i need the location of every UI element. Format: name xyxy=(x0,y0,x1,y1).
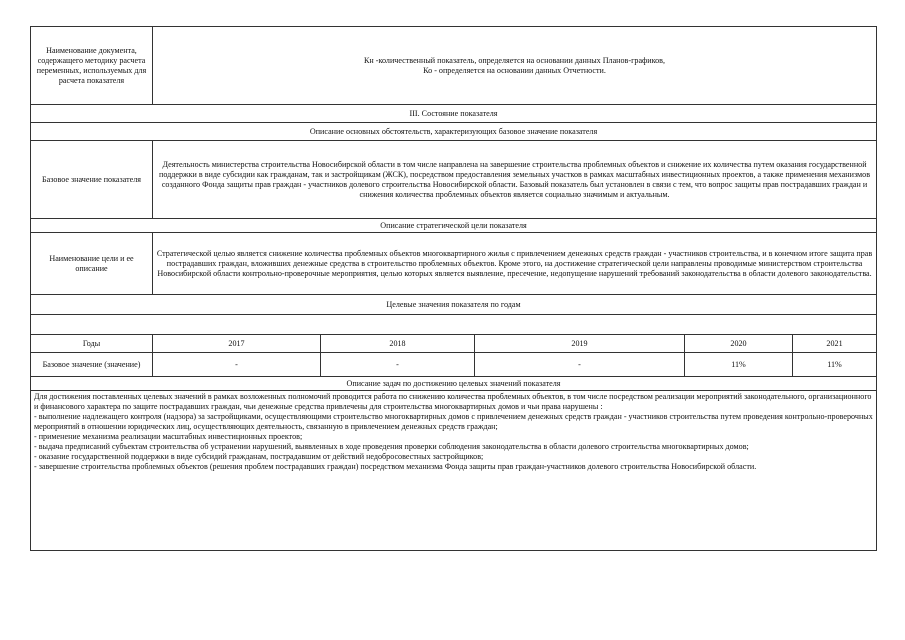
task-item: - оказание государственной поддержки в виде субсидий гражданам, пострадавшим от действий недобросовестных застройщиков; xyxy=(34,452,484,461)
years-label: Годы xyxy=(31,335,153,353)
base-value-text: Деятельность министерства строительства Новосибирской области в том числе направлена на завершение строительства проблемных объектов и снижение их количества путем оказания государственной поддержки в виде субсидии как гражданам, так и застройщикам (ЖСК), посредством предоставления земельных участков в рамках масштабных инвестиционных проектов, а также применения механизмов созданного Фонда защиты прав граждан - участников долевого строительства Новосибирской области. Базовый показатель был установлен в связи с тем, что вопрос защиты прав пострадавших граждан и снижения количества проблемных объектов является социально значимым и актуальным. xyxy=(153,141,877,219)
year-cell: 2021 xyxy=(793,335,877,353)
value-cell: 11% xyxy=(685,353,793,377)
tasks-header-row xyxy=(31,377,877,391)
value-cell: - xyxy=(153,353,321,377)
section-state-title: III. Состояние показателя xyxy=(31,105,877,123)
spacer-row xyxy=(31,315,877,335)
indicator-document xyxy=(30,26,876,551)
year-cell: 2018 xyxy=(321,335,475,353)
method-text xyxy=(153,27,877,105)
value-cell: 11% xyxy=(793,353,877,377)
base-desc-header: Описание основных обстоятельств, характеризующих базовое значение показателя xyxy=(31,123,877,141)
section-state-row xyxy=(31,105,877,123)
task-item: - применение механизма реализации масштабных инвестиционных проектов; xyxy=(34,432,303,441)
targets-header: Целевые значения показателя по годам xyxy=(31,295,877,315)
tasks-header: Описание задач по достижению целевых значений показателя xyxy=(31,377,877,391)
base-value-row xyxy=(31,141,877,219)
goal-header-row xyxy=(31,219,877,233)
goal-header: Описание стратегической цели показателя xyxy=(31,219,877,233)
empty-cell xyxy=(31,315,877,335)
values-row xyxy=(31,353,877,377)
goal-text: Стратегической целью является снижение количества проблемных объектов многоквартирного жилья с привлечением денежных средств граждан - участников строительства, и в конечном итоге защита прав пострадавших граждан, вложивших денежные средства в строительство проблемных объектов. Кроме этого, на достижение стратегической цели направлены проводимые министерством строительства Новосибирской области контрольно-проверочные мероприятия, целью которых является выявление, пресечение, недопущение нарушений требований законодательства в области долевого законодательства. xyxy=(153,233,877,295)
tasks-text xyxy=(31,391,877,551)
year-cell: 2020 xyxy=(685,335,793,353)
method-label: Наименование документа, содержащего методику расчета переменных, используемых для расчета показателя xyxy=(31,27,153,105)
years-row xyxy=(31,335,877,353)
goal-row xyxy=(31,233,877,295)
task-item: - выдача предписаний субъектам строительства об устранении нарушений, выявленных в ходе проведения проверки соблюдения законодательства в области долевого строительства многоквартирных домов; xyxy=(34,442,749,451)
tasks-row xyxy=(31,391,877,551)
method-line-2: Ко - определяется на основании данных Отчетности. xyxy=(423,65,606,75)
tasks-intro: Для достижения поставленных целевых значений в рамках возложенных полномочий проводится работа по снижению количества проблемных объектов, в том числе посредством реализации мероприятий законодательного, организационного и финансового характера по защите пострадавших граждан, чьи денежные средства привлечены для строительства многоквартирных домов и чьи права нарушены : xyxy=(34,392,872,411)
indicator-table xyxy=(30,26,877,551)
base-value-label: Базовое значение показателя xyxy=(31,141,153,219)
year-cell: 2017 xyxy=(153,335,321,353)
year-cell: 2019 xyxy=(475,335,685,353)
goal-label: Наименование цели и ее описание xyxy=(31,233,153,295)
value-cell: - xyxy=(321,353,475,377)
method-line-1: Кн -количественный показатель, определяется на основании данных Планов-графиков, xyxy=(364,55,666,65)
task-item: - выполнение надлежащего контроля (надзора) за застройщиками, осуществляющими строительство многоквартирных домов с привлечением денежных средств граждан - участников строительства путем проведения контрольно-проверочных мероприятий в отношении юридических лиц, осуществляющих деятельность, связанную в привлечением денежных средств граждан; xyxy=(34,412,873,431)
task-item: - завершение строительства проблемных объектов (решения проблем пострадавших граждан) посредством механизма Фонда защиты прав граждан-участников долевого строительства Новосибирской области. xyxy=(34,462,757,471)
targets-header-row xyxy=(31,295,877,315)
base-desc-header-row xyxy=(31,123,877,141)
values-label: Базовое значение (значение) xyxy=(31,353,153,377)
value-cell: - xyxy=(475,353,685,377)
method-row xyxy=(31,27,877,105)
